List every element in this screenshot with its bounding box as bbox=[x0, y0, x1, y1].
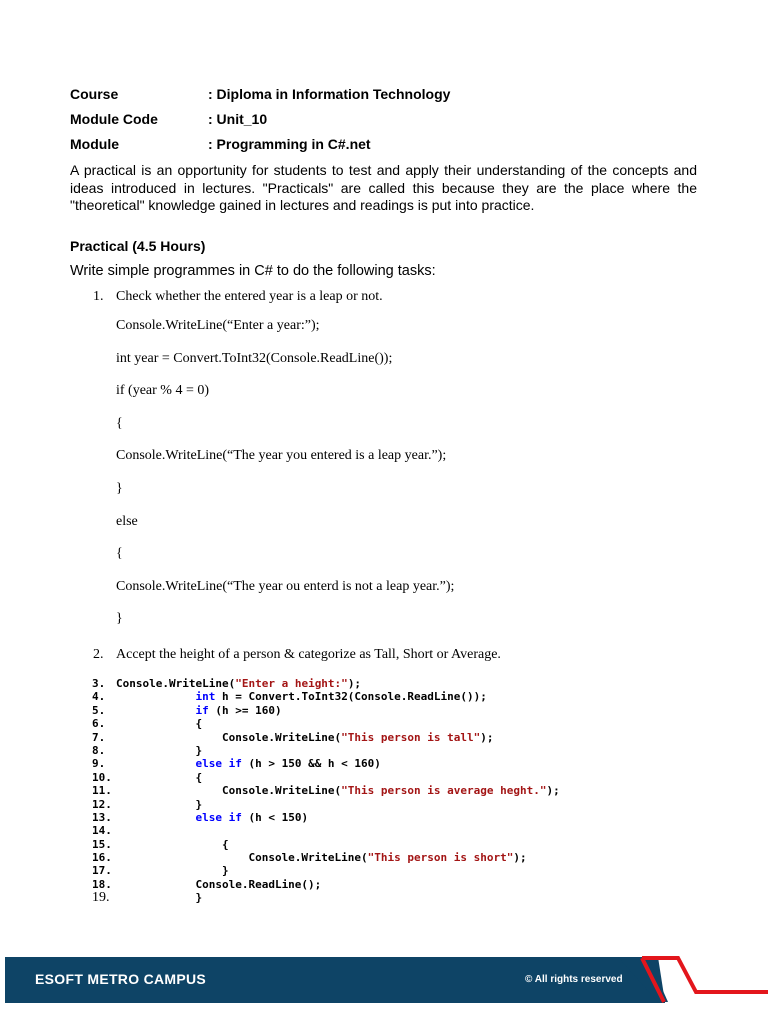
task-1-text: Check whether the entered year is a leap or not. bbox=[116, 289, 383, 304]
line-number: 19. bbox=[92, 890, 110, 906]
string-token: "Enter a height:" bbox=[235, 677, 348, 690]
code-line bbox=[92, 811, 560, 824]
code-line: { bbox=[116, 546, 123, 562]
line-number: 15. bbox=[92, 837, 112, 851]
code-text bbox=[116, 771, 202, 784]
code-token: ); bbox=[546, 784, 560, 798]
module-row bbox=[70, 136, 710, 161]
code-text bbox=[116, 757, 381, 770]
task-2 bbox=[93, 647, 501, 663]
code-line: } bbox=[116, 611, 123, 627]
code-text bbox=[116, 717, 202, 730]
code-text bbox=[116, 798, 202, 811]
keyword-token: else if bbox=[195, 810, 242, 824]
code-line bbox=[92, 704, 560, 717]
line-number: 7. bbox=[92, 730, 106, 744]
task-1-code bbox=[116, 316, 454, 642]
code-token: ); bbox=[347, 677, 362, 690]
code-line bbox=[92, 771, 560, 784]
code-line bbox=[92, 677, 560, 690]
string-token: "This person is tall" bbox=[341, 730, 481, 744]
code-token: Console.WriteLine( bbox=[116, 851, 368, 865]
practical-description: Write simple programmes in C# to do the following tasks: bbox=[70, 263, 436, 279]
footer-band bbox=[5, 957, 665, 1003]
code-line bbox=[92, 838, 560, 851]
line-number: 17. bbox=[92, 864, 112, 878]
code-token bbox=[116, 811, 195, 824]
code-token: Console.WriteLine( bbox=[116, 784, 342, 798]
line-number: 9. bbox=[92, 757, 106, 771]
line-number: 14. bbox=[92, 824, 112, 838]
code-token: { bbox=[116, 717, 203, 731]
code-token: } bbox=[116, 891, 203, 905]
line-number: 10. bbox=[92, 770, 112, 784]
module-code-label: Module Code bbox=[70, 111, 158, 127]
code-line bbox=[92, 690, 560, 703]
code-text bbox=[116, 731, 494, 744]
code-token: } bbox=[116, 864, 229, 878]
code-token: Console.WriteLine( bbox=[116, 730, 342, 744]
code-token: { bbox=[116, 770, 203, 784]
code-token: Console.ReadLine(); bbox=[116, 877, 322, 891]
line-number: 8. bbox=[92, 743, 106, 757]
code-line bbox=[92, 864, 560, 877]
code-line bbox=[92, 851, 560, 864]
module-code-row bbox=[70, 111, 710, 136]
code-line: } bbox=[116, 480, 123, 496]
code-text bbox=[116, 864, 229, 877]
code-line: else bbox=[116, 513, 138, 529]
code-line: Console.WriteLine(“Enter a year:”); bbox=[116, 318, 320, 333]
code-token: h = Convert.ToInt32(Console.ReadLine()); bbox=[215, 690, 487, 704]
code-line bbox=[92, 798, 560, 811]
code-line: Console.WriteLine(“The year ou enterd is not a leap year.”); bbox=[116, 578, 455, 594]
footer-brand: ESOFT METRO CAMPUS bbox=[35, 971, 207, 987]
code-line bbox=[92, 744, 560, 757]
line-number: 5. bbox=[92, 703, 106, 717]
code-token: (h < 150) bbox=[241, 810, 309, 824]
code-token: (h >= 160) bbox=[208, 703, 282, 717]
course-info bbox=[70, 86, 710, 161]
line-number: 3. bbox=[92, 677, 106, 690]
code-token bbox=[116, 690, 195, 703]
task-2-code bbox=[92, 677, 560, 905]
module-label: Module bbox=[70, 136, 119, 152]
code-text bbox=[116, 677, 361, 690]
line-number: 6. bbox=[92, 717, 106, 731]
code-line: Console.WriteLine(“The year you entered is a leap year.”); bbox=[116, 448, 447, 464]
code-text bbox=[116, 784, 560, 797]
code-line bbox=[92, 757, 560, 770]
code-token: } bbox=[116, 743, 203, 757]
code-token: { bbox=[116, 837, 229, 851]
code-line: { bbox=[116, 415, 123, 431]
code-line bbox=[92, 717, 560, 730]
code-line bbox=[92, 891, 560, 904]
course-label: Course bbox=[70, 86, 119, 102]
line-number: 18. bbox=[92, 877, 112, 891]
code-token: } bbox=[116, 797, 203, 811]
code-token: ); bbox=[480, 730, 494, 744]
code-line bbox=[92, 878, 560, 891]
code-line: if (year % 4 = 0) bbox=[116, 383, 210, 399]
code-line bbox=[92, 784, 560, 797]
code-text bbox=[116, 851, 527, 864]
footer-rights: © All rights reserved bbox=[525, 974, 623, 985]
code-text bbox=[116, 878, 321, 891]
code-text bbox=[116, 690, 487, 703]
course-row bbox=[70, 86, 710, 111]
code-token: (h > 150 && h < 160) bbox=[241, 757, 381, 771]
code-line bbox=[92, 731, 560, 744]
code-line bbox=[92, 824, 560, 837]
intro-paragraph: A practical is an opportunity for students to test and apply their understanding of the concepts and ideas introduced in lectures. "Practicals" are called this because they are the place where the "theoretical" knowledge gained in lectures and readings is put into practice. bbox=[70, 162, 697, 213]
string-token: "This person is short" bbox=[367, 851, 514, 865]
keyword-token: if bbox=[195, 703, 209, 717]
line-number: 12. bbox=[92, 797, 112, 811]
line-number: 4. bbox=[92, 690, 106, 704]
practical-title: Practical (4.5 Hours) bbox=[70, 238, 206, 254]
code-text bbox=[116, 744, 202, 757]
footer-logo-graphic bbox=[618, 952, 768, 1004]
code-token bbox=[116, 757, 195, 770]
string-token: "This person is average heght." bbox=[341, 784, 547, 798]
task-2-number: 2. bbox=[93, 647, 104, 662]
code-line: int year = Convert.ToInt32(Console.ReadLine()); bbox=[116, 350, 393, 366]
line-number: 16. bbox=[92, 851, 112, 865]
code-token bbox=[116, 704, 195, 717]
task-2-text: Accept the height of a person & categorize as Tall, Short or Average. bbox=[116, 647, 501, 662]
course-value: : Diploma in Information Technology bbox=[208, 86, 451, 102]
code-text bbox=[116, 891, 202, 904]
code-token: Console.WriteLine( bbox=[116, 677, 236, 690]
keyword-token: int bbox=[195, 690, 216, 704]
code-token: ); bbox=[513, 851, 527, 865]
line-number: 13. bbox=[92, 810, 112, 824]
code-text bbox=[116, 838, 229, 851]
code-text bbox=[116, 811, 308, 824]
keyword-token: else if bbox=[195, 757, 242, 771]
footer-white-wedge bbox=[658, 957, 768, 1002]
module-code-value: : Unit_10 bbox=[208, 111, 268, 127]
task-1 bbox=[93, 289, 383, 305]
task-1-number: 1. bbox=[93, 289, 104, 304]
module-value: : Programming in C#.net bbox=[208, 136, 371, 152]
line-number: 11. bbox=[92, 784, 112, 798]
code-text bbox=[116, 704, 282, 717]
